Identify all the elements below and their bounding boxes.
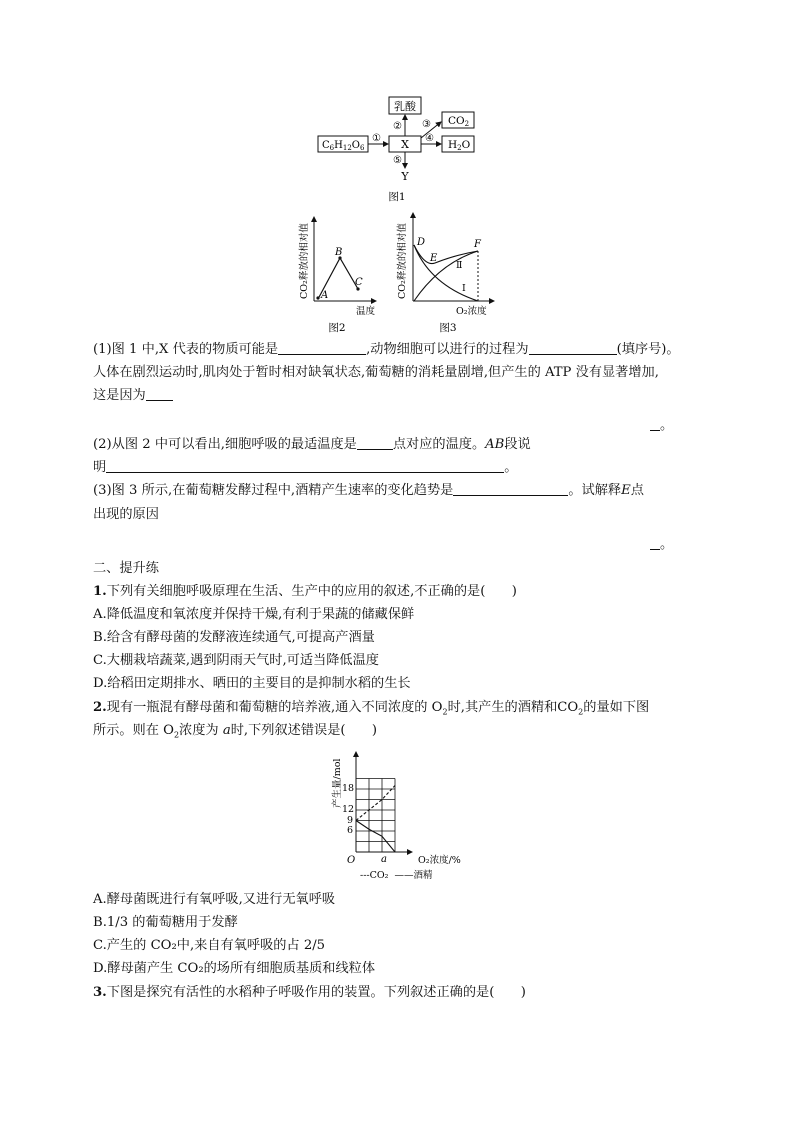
fig1-glucose: $C_6H_{12}O_6$ [322,140,365,152]
fig1-step-5: ⑤ [393,155,402,166]
p2-xtick-a: a [381,854,387,865]
p2-graph [320,744,480,884]
p1-stem: 1.下列有关细胞呼吸原理在生活、生产中的应用的叙述,不正确的是( ) [93,584,517,599]
q1-line-4: 。 [650,414,673,433]
p2-stem-1: 2.现有一瓶混有酵母菌和葡萄糖的培养液,通入不同浓度的 $O_2$时,其产生的酒精和$CO_2$的量如下图 [93,700,650,717]
p2-xlabel: O₂浓度/% [418,855,461,866]
fig1-step-4: ④ [425,133,434,144]
q3-line-1: (3)图 3 所示,在葡萄糖发酵过程中,酒精产生速率的变化趋势是 。试解释E点 [93,483,644,498]
p3-stem: 3.下图是探究有活性的水稻种子呼吸作用的装置。下列叙述正确的是( ) [93,985,526,1000]
fig2-xlabel: 温度 [356,306,376,317]
fig1-step-1: ① [372,133,381,144]
fig1-step-2: ② [393,121,402,132]
fig1-h2o: H2O [448,139,471,152]
fig2-caption: 图2 [328,322,346,334]
figure-1 [0,0,794,210]
fig2-label-a: A [321,290,329,301]
p2-option-a[interactable]: A.酵母菌既进行有氧呼吸,又进行无氧呼吸 [93,892,336,907]
fig3-label-f: F [474,239,481,250]
p2-ytick-6: 6 [347,825,354,836]
p2-legend [360,869,433,881]
fig2-point-a [316,296,319,299]
p2-ytick-12: 12 [342,804,355,815]
fig3-label-curve-1: Ⅰ [462,283,466,294]
fig3-label-curve-2: Ⅱ [456,260,463,271]
fig1-caption: 图1 [388,191,406,203]
q1-blank-reason[interactable] [146,387,173,401]
q2-line-1: (2)从图 2 中可以看出,细胞呼吸的最适温度是 点对应的温度。AB段说 [93,437,531,452]
q3-blank-trend[interactable] [453,482,568,496]
q1-line-3: 这是因为 [93,387,173,405]
p1-option-a[interactable]: A.降低温度和氧浓度并保持干燥,有利于果蔬的储藏保鲜 [93,607,415,622]
fig3-label-e: E [430,253,438,264]
fig3-caption: 图3 [439,322,457,334]
fig3-label-d: D [417,237,426,248]
fig1-lactic-acid: 乳酸 [394,100,416,113]
q2-line-2: 明 。 [93,460,518,475]
section-title: 二、提升练 [93,561,159,576]
p1-option-b[interactable]: B.给含有酵母菌的发酵液连续通气,可提高产酒量 [93,630,375,645]
fig1-co2: CO2 [448,115,470,128]
p2-origin: O [347,855,356,866]
fig2-label-c: C [355,277,363,288]
p1-option-d[interactable]: D.给稻田定期排水、晒田的主要目的是抑制水稻的生长 [93,676,411,691]
fig1-y: Y [401,170,409,183]
q1-blank-steps[interactable] [529,341,617,355]
p2-option-d[interactable]: D.酵母菌产生 CO₂的场所有细胞质基质和线粒体 [93,961,376,976]
q3-line-3: 。 [650,533,673,552]
q1-blank-x[interactable] [278,341,366,355]
q3-line-2: 出现的原因 [93,507,159,522]
p2-series-alcohol [356,821,395,853]
q1-line-1: (1)图 1 中,X 代表的物质可能是 ,动物细胞可以进行的过程为 (填序号)。 [93,342,680,357]
p2-ytick-18: 18 [342,783,355,794]
p2-legend-co2: ---CO₂ [360,870,389,881]
q2-blank-point[interactable] [357,436,393,450]
fig3-xlabel: O₂浓度 [456,306,487,317]
p2-option-c[interactable]: C.产生的 CO₂中,来自有氧呼吸的占 2/5 [93,938,326,953]
p2-option-b[interactable]: B.1/3 的葡萄糖用于发酵 [93,915,238,930]
fig1-x: X [401,138,409,151]
q2-blank-ab[interactable] [106,459,504,473]
q1-line-2: 人体在剧烈运动时,肌肉处于暂时相对缺氧状态,葡萄糖的消耗量剧增,但产生的 ATP 没有显著增加, [93,365,659,380]
p2-graph-ylabel: 产生量/mol [332,758,343,808]
figure-2-3 [0,205,794,340]
fig1-step-3: ③ [422,119,431,130]
p2-series-co2 [356,786,395,821]
p1-option-c[interactable]: C.大棚栽培蔬菜,遇到阴雨天气时,可适当降低温度 [93,653,379,668]
fig2-label-b: B [335,247,343,258]
p2-stem-2: 所示。则在 $O_2$浓度为 a时,下列叙述错误是( ) [93,723,378,740]
fig2-ylabel: CO₂释放的相对值 [299,223,310,299]
fig3-ylabel: CO₂释放的相对值 [397,223,408,299]
p2-legend-alcohol: ——酒精 [394,870,433,881]
p2-ytick-9: 9 [347,815,354,826]
